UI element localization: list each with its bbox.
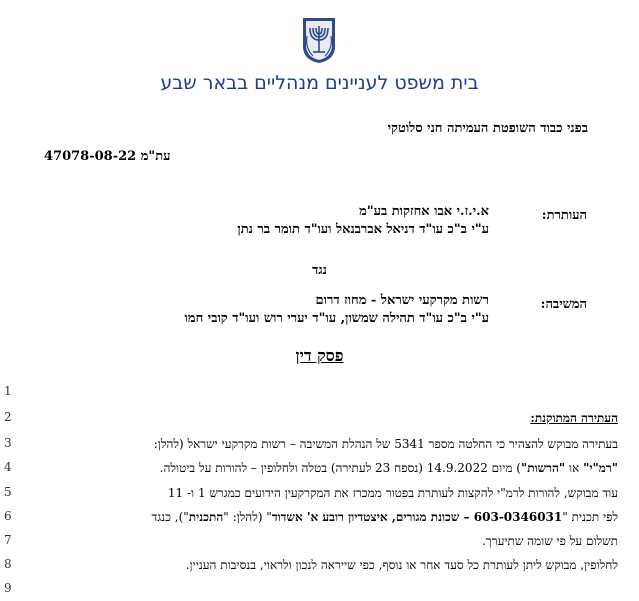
rmi-term: "רמ"י" [583, 461, 618, 475]
body-line-8: לחלופין, מבוקש ליתן לעותרת כל סעד אחר או נוסף, כפי שייראה לנכון ולראוי, בנסיבות העניין. [185, 558, 618, 572]
petitioner-block [69, 203, 489, 239]
body-line-6: לפי תכנית "603-0346031 – שכונת מגורים, איצטדיון רובע א' אשדוד" (להלן: "התכנית"), כנגד [151, 510, 618, 524]
petitioner-counsel: ע"י ב"כ עו"ד דניאל אברבנאל ועו"ד תומר בר נתן [237, 222, 489, 237]
section-title-line [28, 411, 618, 426]
respondent-counsel: ע"י ב"כ עו"ד תהילה שמשון, עו"ד יערי רוש ועו"ד קובי חמו [184, 311, 489, 326]
line-number: 7 [4, 533, 12, 547]
case-number: עת"מ 47078-08-22 [44, 149, 171, 164]
line-number: 6 [4, 509, 12, 523]
body-line-4: "רמ"י" או "הרשות") מיום 14.9.2022 (נספח 23 לעתירה) בטלה ולחלופין – להורות על ביטולה. [159, 461, 618, 475]
judge-line: בפני כבוד השופטת העמיתה חני סלוטקי [387, 121, 588, 136]
body-line-3: בעתירה מבוקש להצהיר כי החלטה מספר 5341 של הנהלת המשיבה – רשות מקרקעי ישראל (להלן: [153, 437, 618, 451]
court-name: בית משפט לעניינים מנהליים בבאר שבע [160, 72, 479, 94]
body-line-7: תשלום על פי שומה שתיערך. [481, 534, 618, 548]
respondent-block [69, 292, 489, 328]
plan-name: 603-0346031 – שכונת מגורים, איצטדיון רובע א' אשדוד [271, 510, 563, 524]
state-emblem-icon [301, 16, 337, 64]
line-number: 5 [4, 485, 12, 499]
authority-term: "הרשות" [520, 461, 566, 475]
respondent-name: רשות מקרקעי ישראל - מחוז דרום [315, 293, 489, 308]
respondent-label: המשיבה: [540, 297, 587, 312]
plan-term: התכנית [188, 510, 224, 524]
body-line-5: עוד מבוקש, להורות לרמ"י להקצות לעותרת בפטור ממכרז את המקרקעין הידועים כמגרש 1 ו- 11 [167, 486, 618, 500]
section-title: העתירה המתוקנת: [530, 411, 618, 425]
versus-label: נגד [312, 263, 327, 278]
line-number: 3 [4, 436, 12, 450]
line-number: 8 [4, 557, 12, 571]
line-number: 1 [4, 384, 12, 398]
verdict-title: פסק דין [295, 346, 344, 365]
petitioner-name: א.י.ז.י אבו אחזקות בע"מ [359, 204, 489, 219]
line-number: 4 [4, 460, 12, 474]
petitioner-label: העותרת: [541, 208, 587, 223]
line-number: 2 [4, 410, 12, 424]
line-number: 9 [4, 581, 12, 595]
